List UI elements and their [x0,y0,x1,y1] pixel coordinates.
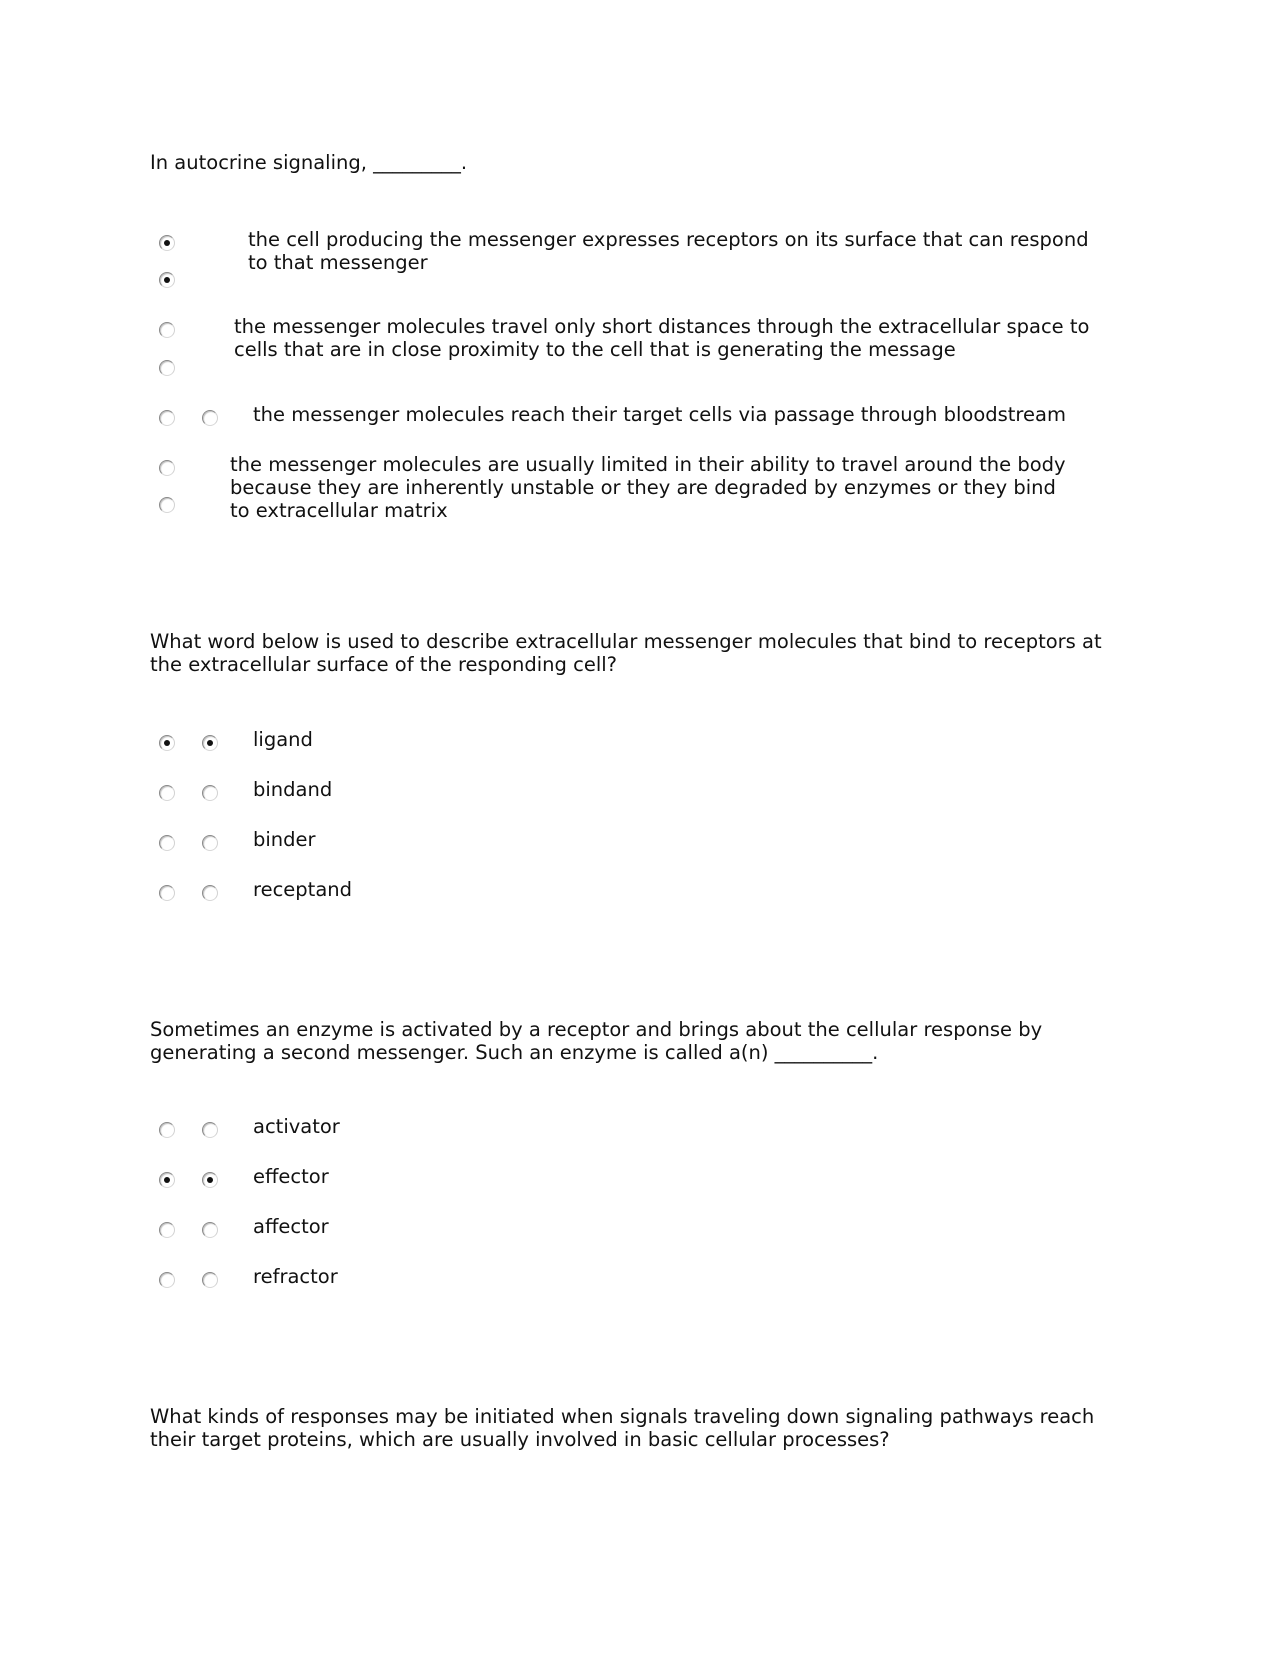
q3-option-3-radio[interactable] [159,1222,175,1238]
question-4-text: What kinds of responses may be initiated when signals traveling down signaling pathways reach their target proteins, which are usually involved in basic cellular processes? [150,1405,1095,1451]
q3-option-2-label: effector [253,1165,329,1188]
q3-option-1-label: activator [253,1115,340,1138]
q2-option-4-radio-duplicate[interactable] [202,885,218,901]
q2-option-1-radio[interactable] [159,735,175,751]
question-1-text: In autocrine signaling, _________. [150,151,468,174]
q1-option-4-radio-duplicate[interactable] [159,497,175,513]
q3-option-1-radio-duplicate[interactable] [202,1122,218,1138]
q2-option-2-label: bindand [253,778,333,801]
question-3-text: Sometimes an enzyme is activated by a receptor and brings about the cellular response by generating a second messenger. Such an enzyme is called a(n) __________. [150,1018,1043,1064]
q1-option-3-label: the messenger molecules reach their target cells via passage through bloodstream [253,403,1066,426]
q1-option-4-radio[interactable] [159,460,175,476]
q1-option-1-label: the cell producing the messenger expresses receptors on its surface that can respond to that messenger [248,228,1089,274]
q2-option-1-radio-duplicate[interactable] [202,735,218,751]
q3-option-4-label: refractor [253,1265,338,1288]
q3-option-3-label: affector [253,1215,329,1238]
q3-option-4-radio[interactable] [159,1272,175,1288]
q1-option-1-radio[interactable] [159,235,175,251]
q1-option-3-radio[interactable] [159,410,175,426]
q2-option-2-radio-duplicate[interactable] [202,785,218,801]
q3-option-3-radio-duplicate[interactable] [202,1222,218,1238]
q1-option-2-radio[interactable] [159,322,175,338]
q1-option-1-radio-duplicate[interactable] [159,272,175,288]
q2-option-3-radio[interactable] [159,835,175,851]
q1-option-4-label: the messenger molecules are usually limited in their ability to travel around the body because they are inherently unstable or they are degraded by enzymes or they bind to extracellular matrix [230,453,1066,522]
q3-option-1-radio[interactable] [159,1122,175,1138]
q3-option-4-radio-duplicate[interactable] [202,1272,218,1288]
q3-option-2-radio-duplicate[interactable] [202,1172,218,1188]
q2-option-4-label: receptand [253,878,353,901]
q3-option-2-radio[interactable] [159,1172,175,1188]
q2-option-4-radio[interactable] [159,885,175,901]
q2-option-2-radio[interactable] [159,785,175,801]
q2-option-3-label: binder [253,828,316,851]
q2-option-1-label: ligand [253,728,313,751]
q1-option-2-label: the messenger molecules travel only short distances through the extracellular space to cells that are in close proximity to the cell that is generating the message [234,315,1090,361]
q1-option-2-radio-duplicate[interactable] [159,360,175,376]
q1-option-3-radio-duplicate[interactable] [202,410,218,426]
question-2-text: What word below is used to describe extracellular messenger molecules that bind to receptors at the extracellular surface of the responding cell? [150,630,1102,676]
q2-option-3-radio-duplicate[interactable] [202,835,218,851]
